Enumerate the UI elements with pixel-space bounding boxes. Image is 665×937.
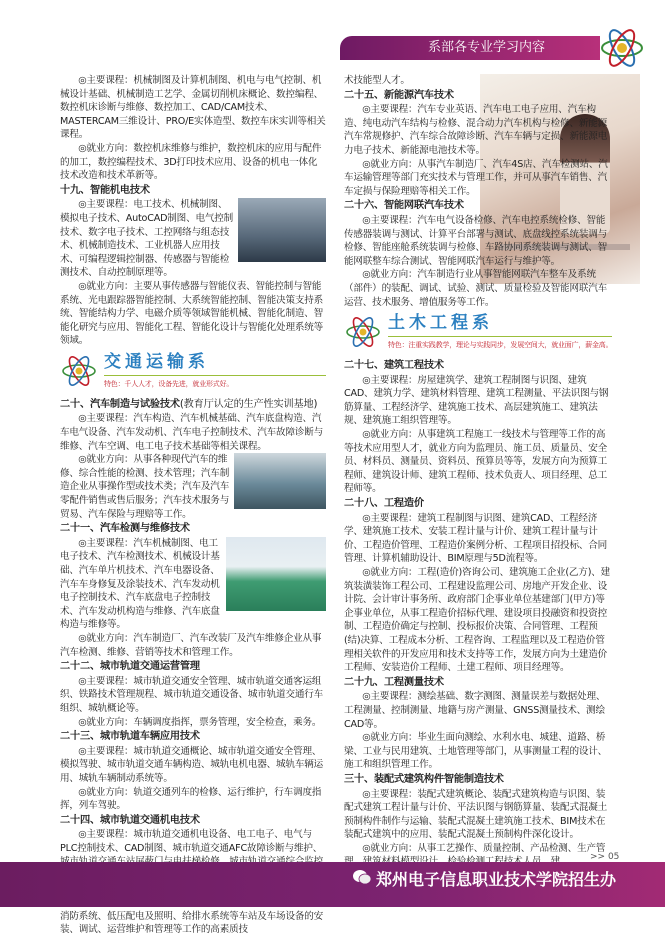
dept-title: 交通运输系: [104, 351, 209, 372]
major-25-title: 二十五、新能源汽车技术: [344, 89, 454, 101]
dept-rule: [104, 375, 326, 376]
dept-slogan: 特色：千人人才，设备先进，就业形式好。: [104, 379, 234, 388]
major-29-title: 二十九、工程测量技术: [344, 676, 444, 688]
factory-photo: [238, 198, 326, 262]
major-22-jobs: ◎就业方向：车辆调度指挥，票务管理，安全检查，乘务。: [78, 716, 322, 728]
dept-slogan: 特色：注重实践教学，理论与实践同步，发展空间大，就业面广，薪金高。: [388, 341, 613, 350]
atom-icon: [344, 315, 382, 349]
major-26-jobs: ◎就业方向：汽车制造行业从事智能网联汽车整车及系统（部件）的装配、调试、试验、测试、质量检验及智能网联汽车运营、技术服务、增值服务等工作。: [344, 269, 608, 308]
major-27-courses: ◎主要课程：房屋建筑学、建筑工程制图与识图、建筑CAD、建筑力学、建筑材料管理、建筑工程测量、平法识图与钢筋算量、工程经济学、建筑施工技术、高层建筑施工、建筑法规、建筑施工组织管理等。: [344, 374, 609, 427]
major-19-jobs: ◎就业方向：主要从事传感器与智能仪表、智能控制与智能系统、光电跟踪器智能控制、大系统智能控制、智能决策支持系统、智能结构力学、电磁介质等领域智能机械、智能化制造、智能化研究与应用、智能化工程、智能化设计与智能化处理系统等领域。: [60, 280, 324, 347]
header-title: 系部各专业学习内容: [428, 40, 546, 55]
major-23-title: 二十三、城市轨道车辆应用技术: [60, 731, 200, 743]
left-column: [60, 74, 326, 937]
major-21-courses: ◎主要课程：汽车机械制图、电工电子技术、汽车检测技术、机械设计基础、汽车单片机技术、汽车电器设备、汽车车身修复及涂装技术、汽车发动机电子控制技术、汽车底盘电子控制技术、汽车发动机构造与维修、汽车底盘构造与维修等。: [60, 537, 220, 631]
dept-title: 土木工程系: [388, 313, 493, 334]
major-26-title: 二十六、智能网联汽车技术: [344, 200, 464, 212]
major-20-courses: ◎主要课程：汽车构造、汽车机械基础、汽车底盘构造、汽车电气设备、汽车发动机、汽车电子控制技术、汽车故障诊断与维修、汽车空调、电工电子技术基础等相关课程。: [60, 413, 324, 452]
major-21-title: 二十一、汽车检测与维修技术: [60, 523, 190, 535]
dept-rule: [388, 336, 612, 337]
intro-courses: ◎主要课程：机械制图及计算机制图、机电与电气控制、机械设计基础、机械制造工艺学、金属切削机床概论、数控编程、数控机床诊断与维修、数控加工、CAD/CAM技术、MASTERCAM三维设计、PRO/E实体造型、数控车床实训等相关课程。: [60, 75, 326, 141]
major-30-jobs: ◎就业方向：从事工艺操作、质量控制、产品检测、生产管: [362, 842, 606, 854]
major-23-jobs: ◎就业方向：轨道交通列车的检修、运行维护，行车调度指挥，列车驾驶。: [60, 786, 322, 812]
major-20-title-note: (教育厅认定的生产性实训基地): [179, 398, 318, 410]
right-column: [344, 74, 612, 869]
major-25-courses: ◎主要课程：汽车专业英语、汽车电工电子应用、汽车构造、纯电动汽车结构与检修、混合动力汽车机构与检修、新能源汽车常规修护、汽车综合故障诊断、汽车车辆与定损、新能源电力电子技术、新能源电池技术等。: [344, 104, 608, 156]
major-28-jobs: ◎就业方向：工程(造价)咨询公司、建筑施工企业(乙方)、建筑装潢装饰工程公司、工程建设监理公司、房地产开发企业、设计院、会计审计事务所、政府部门企事业单位基建部门(甲方)等企事业单位，从事工程造价招标代理、建设项目投融资和投资控制、工程造价确定与控制、投标报价决策、合同管理、工程预(结)决算、工程成本分析、工程咨询、工程监理以及工程造价管理相关软件的开发应用和技术支持等工作，发展方向为土建造价工程师、安装造价工程师、土建工程师、项目经理等。: [344, 567, 611, 674]
major-27-jobs: ◎就业方向：从事建筑工程施工一线技术与管理等工作的高等技术应用型人才，就业方向为监理员、施工员、质量员、安全员、材料员、测量员、资料员、预算员等等，发展方向为预算工程师、建筑设计师、建筑工程师、技术负责人、项目经理、总工程师等。: [344, 429, 608, 495]
major-28-title: 二十八、工程造价: [344, 498, 424, 510]
major-25-jobs: ◎就业方向：从事汽车制造厂、汽车4S店、汽车检测站、汽车运输管理等部门充实技术与管理工作，并可从事汽车销售、汽车定损与保险理赔等相关工作。: [344, 158, 608, 197]
continued-text: 术技能型人才。: [344, 75, 410, 86]
page-header: [340, 36, 600, 60]
wechat-icon: [352, 868, 372, 886]
metro-photo: [226, 537, 326, 611]
major-26-courses: ◎主要课程：汽车电气设备检修、汽车电控系统检修、智能传感器装调与测试、计算平台部署与测试、底盘线控系统装调与检修、智能座舱系统装调与检修、车路协同系统装调与测试、智能网联整车综合测试、智能网联汽车运行与维护等。: [344, 214, 608, 267]
cars-photo: [234, 453, 326, 509]
major-21-jobs: ◎就业方向：汽车制造厂、汽车改装厂及汽车维修企业从事汽车检测、维修、营销等技术和管理工作。: [60, 632, 322, 658]
intro-jobs: ◎就业方向：数控机床维修与维护，数控机床的应用与配件的加工，数控编程技术、3D打印技术应用、设备的机电一体化技术改造和技术革新等。: [60, 142, 322, 182]
major-19-title: 十九、智能机电技术: [60, 184, 150, 196]
major-28-courses: ◎主要课程：建筑工程制图与识图、建筑CAD、工程经济学、建筑施工技术、安装工程计量与计价、建筑工程计量与计价、工程造价管理、工程造价案例分析、工程项目招投标、合同管理、计算机辅助设计、BIM原理与5D流程等。: [344, 512, 608, 565]
atom-icon: [60, 354, 98, 388]
major-20-title-main: 二十、汽车制造与试验技术: [60, 398, 180, 410]
dept-logo-icon: [600, 28, 644, 68]
major-20-title: [60, 398, 326, 412]
major-22-title: 二十二、城市轨道交通运营管理: [60, 661, 200, 673]
major-27-title: 二十七、建筑工程技术: [344, 360, 444, 372]
major-20-jobs: ◎就业方向：从事各种现代汽车的维修、综合性能的检测、技术管理；汽车制造企业从事操作型或技术类；汽车及汽车零配件销售或售后服务；汽车技术服务与贸易、汽车保险与理赔等工作。: [60, 454, 230, 520]
major-24-courses: ◎主要课程：城市轨道交通机电设备、电工电子、电气与PLC控制技术、CAD制图、城市轨道交通AFC故障诊断与维护、: [60, 829, 323, 854]
major-24-title: 二十四、城市轨道交通机电技术: [60, 814, 200, 826]
major-29-courses: ◎主要课程：测绘基础、数字测图、测量误差与数据处理、工程测量、控制测量、地籍与房产测量、GNSS测量技术、测绘CAD等。: [344, 691, 606, 730]
major-22-courses: ◎主要课程：城市轨道交通安全管理、城市轨道交通客运组织、铁路技术管理规程、城市轨道交通设备、城市轨道交通行车组织、城轨概论等。: [60, 675, 324, 714]
footer-text: 郑州电子信息职业技术学院招生办: [376, 870, 617, 889]
major-30-courses: ◎主要课程：装配式建筑概论、装配式建筑构造与识图、装配式建筑工程计量与计价、平法识图与钢筋算量、装配式混凝土预制构件制作与运输、装配式混凝土建筑施工技术、BIM技术在装配式建筑中的应用、装配式混凝土预制构件深化设计。: [344, 788, 608, 841]
major-24-jobs: 消防系统、低压配电及照明、给排水系统等车站及车场设备的安装、调试、运营维护和管理等工作的高素质技: [60, 910, 324, 936]
major-19-courses: ◎主要课程：电工技术、机械制图、模拟电子技术、AutoCAD制图、电气控制技术、数字电子技术、工控网络与组态技术、机械制造技术、工业机器人应用技术、可编程逻辑控制器、传感器与智能检测技术、自动控制原理等。: [60, 199, 234, 279]
major-29-jobs: ◎就业方向：毕业生面向测绘、水利水电、城建、道路、桥梁、工业与民用建筑、土地管理等部门，从事测量工程的设计、施工和组织管理工作。: [344, 732, 608, 771]
page-number: >> 05: [590, 852, 620, 862]
major-23-courses: ◎主要课程：城市轨道交通概论、城市轨道交通安全管理、模拟驾驶、城市轨道交通车辆构造、城轨电机电器、城轨车辆运用、城轨车辆制动系统等。: [60, 745, 324, 784]
dept-banner-civil: [344, 313, 612, 353]
major-30-title: 三十、装配式建筑构件智能制造技术: [344, 773, 504, 785]
dept-banner-transport: [60, 352, 326, 392]
